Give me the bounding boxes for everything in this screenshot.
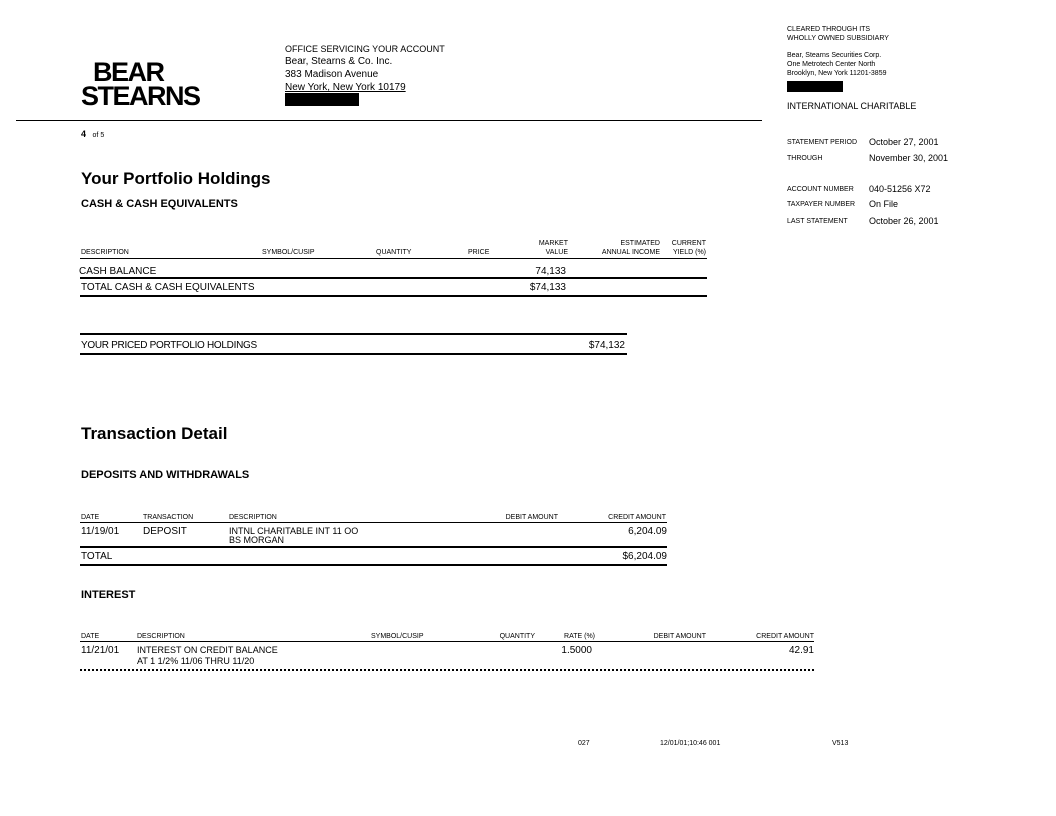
cash-row-rule [80,277,707,279]
holdings-section: CASH & CASH EQUIVALENTS [81,198,238,210]
subsidiary-city: Brooklyn, New York 11201-3859 [787,70,887,77]
footer-code-1: 027 [578,740,590,747]
int-col-credit: CREDIT AMOUNT [756,633,814,640]
int-col-description: DESCRIPTION [137,633,185,640]
office-label: OFFICE SERVICING YOUR ACCOUNT [285,44,445,54]
page-number [81,129,104,139]
footer-code-3: V513 [832,740,849,747]
subsidiary-name: Bear, Stearns Securities Corp. [787,52,882,59]
int-col-date: DATE [81,633,100,640]
bear-stearns-logo [81,57,200,111]
taxpayer-value: On File [869,199,899,209]
dw-row-date: 11/19/01 [81,526,120,537]
account-number-label: ACCOUNT NUMBER [787,186,854,193]
transaction-title: Transaction Detail [81,424,228,443]
priced-top-rule [80,333,627,335]
int-col-symbol: SYMBOL/CUSIP [371,633,424,640]
col-price: PRICE [468,249,490,256]
page-of: of 5 [92,132,105,139]
through-value: November 30, 2001 [869,153,949,163]
statement-period-value: October 27, 2001 [869,137,939,147]
interest-section: INTEREST [81,589,136,601]
col-yield-1: CURRENT [671,240,706,247]
total-cash-label: TOTAL CASH & CASH EQUIVALENTS [81,282,255,293]
col-yield-2: YIELD (%) [672,249,706,256]
cleared-line-1: CLEARED THROUGH ITS [787,26,871,33]
through-label: THROUGH [787,155,823,162]
statement-period-label: STATEMENT PERIOD [787,139,858,146]
logo-line-2: STEARNS [81,81,200,111]
dw-total-rule [80,564,667,566]
dw-row-credit: 6,204.09 [628,526,667,537]
col-market-2: VALUE [545,249,568,256]
logo-line-1: BEAR [93,57,164,87]
col-market-1: MARKET [538,240,568,247]
int-col-rate: RATE (%) [564,633,595,640]
int-row-rate: 1.5000 [561,645,592,656]
priced-bottom-rule [80,353,627,355]
dw-total-label: TOTAL [81,551,113,562]
dw-col-credit: CREDIT AMOUNT [608,514,666,521]
office-name: Bear, Stearns & Co. Inc. [285,56,393,67]
dw-col-description: DESCRIPTION [229,514,277,521]
cleared-line-2: WHOLLY OWNED SUBSIDIARY [787,35,889,42]
taxpayer-label: TAXPAYER NUMBER [787,201,856,208]
subsidiary-street: One Metrotech Center North [787,61,876,68]
int-row-date: 11/21/01 [81,645,120,656]
int-col-quantity: QUANTITY [499,633,535,640]
dw-col-transaction: TRANSACTION [143,514,194,521]
redacted-block [285,93,359,106]
dw-header-rule [80,522,667,523]
footer-code-2: 12/01/01;10:46 001 [660,740,721,747]
redacted-block [787,81,843,92]
page-current: 4 [81,129,87,139]
col-est-2: ANNUAL INCOME [601,249,660,256]
priced-holdings-value: $74,132 [588,340,625,351]
holdings-header-rule [80,258,707,259]
dw-row-desc-1: INTNL CHARITABLE INT 11 OO [229,526,359,536]
int-row-desc-2: AT 1 1/2% 11/06 THRU 11/20 [137,656,255,666]
dw-col-debit: DEBIT AMOUNT [505,514,558,521]
deposits-section: DEPOSITS AND WITHDRAWALS [81,469,250,481]
dw-row-type: DEPOSIT [143,526,187,537]
col-est-1: ESTIMATED [620,240,660,247]
dw-total-value: $6,204.09 [622,551,667,562]
int-col-debit: DEBIT AMOUNT [653,633,706,640]
col-description: DESCRIPTION [81,249,129,256]
cash-balance-value: 74,133 [535,266,566,277]
int-dotted-rule [80,669,814,671]
int-header-rule [80,641,814,642]
last-statement-value: October 26, 2001 [869,216,939,226]
last-statement-label: LAST STATEMENT [787,218,848,225]
priced-holdings-label: YOUR PRICED PORTFOLIO HOLDINGS [81,340,257,351]
header-rule [16,120,762,121]
account-number-value: 040-51256 X72 [869,184,931,194]
holdings-title: Your Portfolio Holdings [81,169,271,188]
office-city: New York, New York 10179 [285,82,406,93]
office-street: 383 Madison Avenue [285,69,379,80]
dw-row-desc-2: BS MORGAN [229,535,285,545]
cash-balance-label: CASH BALANCE [79,266,157,277]
total-cash-value: $74,133 [529,282,566,293]
dw-row-rule [80,546,667,548]
col-quantity: QUANTITY [376,249,412,256]
col-symbol: SYMBOL/CUSIP [262,249,315,256]
int-row-credit: 42.91 [788,645,814,656]
total-cash-rule [80,295,707,297]
int-row-desc-1: INTEREST ON CREDIT BALANCE [137,645,278,655]
dw-col-date: DATE [81,514,100,521]
account-name: INTERNATIONAL CHARITABLE [787,101,917,111]
